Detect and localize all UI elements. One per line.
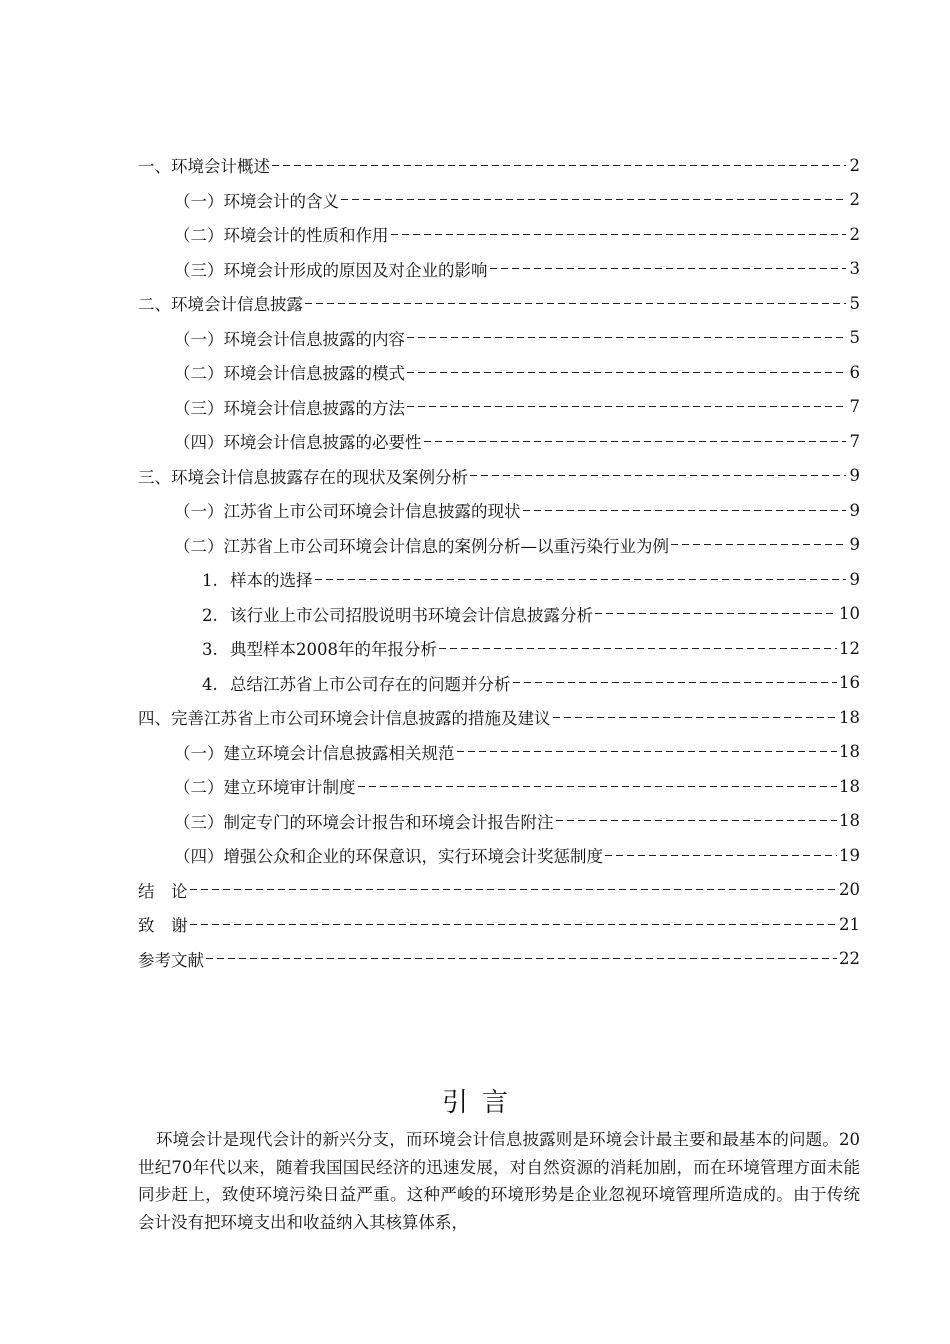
toc-entry-title [174,809,554,833]
toc-entry[interactable] [138,666,860,701]
toc-entry-title [174,360,405,384]
toc-entry[interactable] [138,907,860,942]
toc-entry[interactable] [138,390,860,425]
toc-leader-line [556,820,838,821]
toc-entry[interactable] [138,286,860,321]
toc-entry[interactable] [138,217,860,252]
toc-entry[interactable] [138,252,860,287]
toc-entry-title [174,843,603,867]
toc-entry-label: 三、环境会计信息披露存在的现状及案例分析 [138,467,468,487]
toc-entry[interactable] [138,769,860,804]
toc-entry-title [174,774,356,798]
toc-leader-line [206,958,837,959]
toc-entry-title [138,705,551,729]
toc-entry-title [202,636,437,660]
toc-page-number: 2 [849,224,860,244]
toc-entry-number: 2. [202,605,218,625]
toc-entry-label: 样本的选择 [230,571,313,591]
toc-entry-label: 一、环境会计概述 [138,157,270,177]
toc-entry-title [174,740,455,764]
toc-leader-line [407,406,846,407]
toc-entry-title [174,533,669,557]
toc-page-number: 18 [839,742,860,762]
toc-entry[interactable] [138,631,860,666]
toc-leader-line [439,648,837,649]
toc-page-number: 9 [849,500,860,520]
toc-entry-label: （四）环境会计信息披露的必要性 [174,433,422,453]
toc-entry-title [138,153,270,177]
toc-leader-line [315,579,847,580]
toc-entry-label: 典型样本2008年的年报分析 [230,640,437,660]
toc-leader-line [513,682,838,683]
toc-entry-title [174,326,405,350]
toc-page-number: 18 [839,776,860,796]
toc-page-number: 18 [839,707,860,727]
toc-entry-title [174,257,488,281]
toc-entry-title [138,291,303,315]
toc-leader-line [407,337,846,338]
toc-entry-label: （四）增强公众和企业的环保意识，实行环境会计奖惩制度 [174,847,603,867]
toc-page-number: 16 [839,673,860,693]
toc-entry-label: 二、环境会计信息披露 [138,295,303,315]
toc-entry-label: 结 论 [138,881,188,901]
toc-entry[interactable] [138,459,860,494]
toc-entry-label: （二）江苏省上市公司环境会计信息的案例分析—以重污染行业为例 [174,536,669,556]
toc-entry-label: 总结江苏省上市公司存在的问题并分析 [230,674,511,694]
toc-entry-title [138,912,188,936]
toc-entry[interactable] [138,183,860,218]
toc-leader-line [671,544,846,545]
table-of-contents [138,148,860,976]
toc-entry-title [138,878,188,902]
toc-leader-line [490,268,847,269]
toc-entry[interactable] [138,355,860,390]
toc-entry-label: 参考文献 [138,950,204,970]
toc-entry-label: （一）江苏省上市公司环境会计信息披露的现状 [174,502,521,522]
intro-body [138,1126,860,1236]
toc-entry-label: 该行业上市公司招股说明书环境会计信息披露分析 [230,605,593,625]
toc-page-number: 10 [839,604,860,624]
toc-entry[interactable] [138,562,860,597]
toc-page-number: 12 [839,638,860,658]
toc-entry-title [174,222,389,246]
toc-entry-label: （一）环境会计的含义 [174,191,339,211]
toc-page-number: 3 [849,259,860,279]
toc-page-number: 19 [839,845,860,865]
toc-entry[interactable] [138,148,860,183]
toc-page-number: 2 [849,190,860,210]
intro-paragraph: 环境会计是现代会计的新兴分支，而环境会计信息披露则是环境会计最主要和最基本的问题。20世纪70年代以来，随着我国国民经济的迅速发展，对自然资源的消耗加剧，而在环境管理方面未能同步赶上，致使环境污染日益严重。这种严峻的环境形势是企业忽视环境管理所造成的。由于传统会计没有把环境支出和收益纳入其核算体系， [138,1130,860,1232]
toc-entry-title [174,429,422,453]
toc-leader-line [523,510,847,511]
toc-leader-line [595,613,837,614]
toc-entry[interactable] [138,873,860,908]
toc-entry-label: （三）环境会计形成的原因及对企业的影响 [174,260,488,280]
toc-entry-label: （二）环境会计的性质和作用 [174,226,389,246]
toc-page-number: 21 [839,914,860,934]
toc-entry-title [174,498,521,522]
toc-page-number: 18 [839,811,860,831]
toc-page-number: 5 [849,293,860,313]
toc-page-number: 22 [839,949,860,969]
toc-entry-title [174,188,339,212]
toc-entry-label: 四、完善江苏省上市公司环境会计信息披露的措施及建议 [138,709,551,729]
toc-page-number: 6 [849,362,860,382]
toc-entry-title [202,671,511,695]
toc-entry-label: （三）环境会计信息披露的方法 [174,398,405,418]
toc-entry-title [202,567,313,591]
toc-entry-title [138,464,468,488]
toc-leader-line [457,751,838,752]
toc-leader-line [470,475,846,476]
toc-page-number: 9 [849,569,860,589]
toc-entry[interactable] [138,528,860,563]
toc-entry[interactable] [138,424,860,459]
intro-heading: 引言 [441,1088,522,1118]
toc-entry-title [174,395,405,419]
toc-entry[interactable] [138,735,860,770]
toc-entry[interactable] [138,321,860,356]
toc-leader-line [358,786,838,787]
toc-entry-title [138,947,204,971]
toc-page-number: 7 [849,397,860,417]
toc-page-number: 7 [849,431,860,451]
toc-leader-line [305,303,846,304]
toc-leader-line [407,372,846,373]
toc-leader-line [190,889,838,890]
toc-entry[interactable] [138,804,860,839]
toc-leader-line [605,855,837,856]
toc-entry[interactable] [138,942,860,977]
toc-entry-label: （二）环境会计信息披露的模式 [174,364,405,384]
toc-leader-line [553,717,838,718]
toc-entry-label: （一）环境会计信息披露的内容 [174,329,405,349]
toc-entry-label: 致 谢 [138,916,188,936]
toc-entry-number: 3. [202,640,218,660]
toc-entry-number: 1. [202,571,218,591]
toc-entry-label: （三）制定专门的环境会计报告和环境会计报告附注 [174,812,554,832]
toc-page-number: 9 [849,535,860,555]
toc-leader-line [190,924,838,925]
toc-leader-line [391,234,847,235]
toc-page-number: 2 [849,155,860,175]
toc-leader-line [424,441,847,442]
toc-page-number: 20 [839,880,860,900]
toc-entry-label: （二）建立环境审计制度 [174,778,356,798]
toc-entry[interactable] [138,493,860,528]
toc-entry-number: 4. [202,674,218,694]
toc-entry-label: （一）建立环境会计信息披露相关规范 [174,743,455,763]
toc-page-number: 5 [849,328,860,348]
toc-leader-line [341,199,846,200]
toc-entry[interactable] [138,838,860,873]
toc-entry[interactable] [138,700,860,735]
toc-entry-title [202,602,593,626]
toc-page-number: 9 [849,466,860,486]
toc-leader-line [272,165,846,166]
toc-entry[interactable] [138,597,860,632]
